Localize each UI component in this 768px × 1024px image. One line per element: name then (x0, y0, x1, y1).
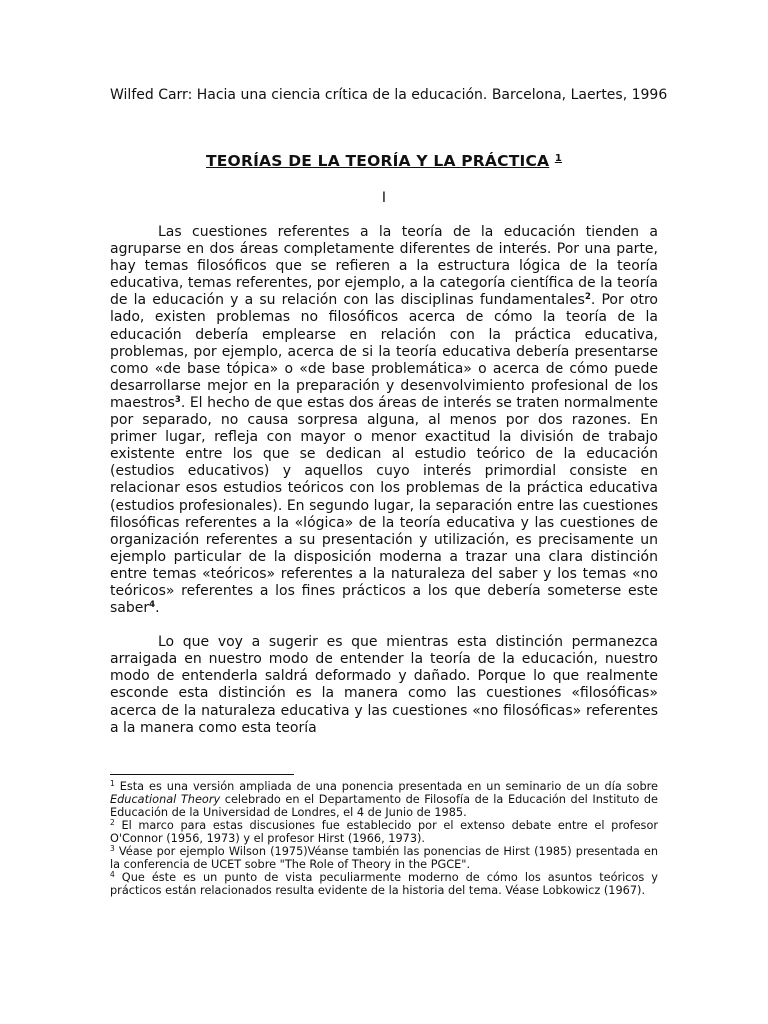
footnote-separator (110, 774, 294, 775)
footnote-2-text: El marco para estas discusiones fue establecido por el extenso debate entre el profesor O'Connor (1956, 1973) y el profesor Hirst (1966, 1973). (110, 819, 658, 845)
paragraph-1-part-1: Las cuestiones referentes a la teoría de la educación tienden a agruparse en dos áreas completamente diferentes de interés. Por una parte, hay temas filosóficos que se refieren a la estructura lógica de la teoría educativa, temas referentes, por ejemplo, a la categoría científica de la teoría de la educación y a su relación con las disciplinas fundamentales (110, 224, 658, 309)
footnote-4-mark: 4 (110, 870, 115, 879)
footnote-4 (110, 871, 658, 897)
footnote-2 (110, 819, 658, 845)
footnote-3 (110, 845, 658, 871)
paragraph-1-part-3: . El hecho de que estas dos áreas de interés se traten normalmente por separado, no causa sorpresa alguna, al menos por dos razones. En primer lugar, refleja con mayor o menor exactitud la división de trabajo existente entre los que se dedican al estudio teórico de la educación (estudios educativos) y aquellos cuyo interés primordial consiste en relacionar esos estudios teóricos con los problemas de la práctica educativa (estudios profesionales). En segundo lugar, la separación entre las cuestiones filosóficas referentes a la «lógica» de la teoría educativa y las cuestiones de organización referentes a su presentación y utilización, es precisamente un ejemplo particular de la disposición moderna a trazar una clara distinción entre temas «teóricos» referentes a la naturaleza del saber y los temas «no teóricos» referentes a los fines prácticos a los que debería someterse este saber (110, 394, 658, 617)
footnote-ref-3[interactable]: 3 (174, 394, 181, 405)
footnote-1 (110, 780, 658, 819)
footnote-ref-1[interactable]: 1 (554, 153, 562, 164)
footnote-1-text-b: celebrado en el Departamento de Filosofía de la Educación del Instituto de Educación de la Universidad de Londres, el 4 de Junio de 1985. (110, 793, 658, 819)
footnote-ref-4[interactable]: 4 (149, 600, 156, 611)
chapter-title (0, 152, 768, 170)
footnote-1-mark: 1 (110, 779, 115, 788)
source-citation: Wilfed Carr: Hacia una ciencia crítica de la educación. Barcelona, Laertes, 1996 (110, 87, 668, 103)
paragraph-1-part-4: . (155, 600, 160, 617)
body-text (110, 224, 658, 737)
paragraph-1 (110, 224, 658, 617)
footnote-1-italic: Educational Theory (110, 793, 221, 806)
footnote-3-text: Véase por ejemplo Wilson (1975)Véanse también las ponencias de Hirst (1985) presentada en la conferencia de UCET sobre "The Role of Theory in the PGCE". (110, 845, 658, 871)
footnote-1-text-a: Esta es una versión ampliada de una ponencia presentada en un seminario de un día sobre (114, 780, 658, 793)
footnote-3-mark: 3 (110, 844, 115, 853)
section-number: I (381, 190, 387, 206)
footnote-ref-2[interactable]: 2 (584, 292, 591, 303)
footnote-2-mark: 2 (110, 818, 115, 827)
footnotes (110, 780, 658, 897)
footnote-4-text: Que éste es un punto de vista peculiarmente moderno de cómo los asuntos teóricos y prácticos están relacionados resulta evidente de la historia del tema. Véase Lobkowicz (1967). (110, 871, 658, 897)
paragraph-1-part-2: . Por otro lado, existen problemas no filosóficos acerca de cómo la teoría de la educación debería emplearse en relación con la práctica educativa, problemas, por ejemplo, acerca de si la teoría educativa debería presentarse como «de base tópica» o «de base problemática» o acerca de cómo puede desarrollarse mejor en la preparación y desenvolvimiento profesional de los maestros (110, 292, 658, 411)
paragraph-2: Lo que voy a sugerir es que mientras esta distinción permanezca arraigada en nuestro modo de entender la teoría de la educación, nuestro modo de entenderla saldrá deformado y dañado. Porque lo que realmente esconde esta distinción es la manera como las cuestiones «filosóficas» acerca de la naturaleza educativa y las cuestiones «no filosóficas» referentes a la manera como esta teoría (110, 634, 658, 736)
chapter-title-text: TEORÍAS DE LA TEORÍA Y LA PRÁCTICA (206, 152, 550, 170)
